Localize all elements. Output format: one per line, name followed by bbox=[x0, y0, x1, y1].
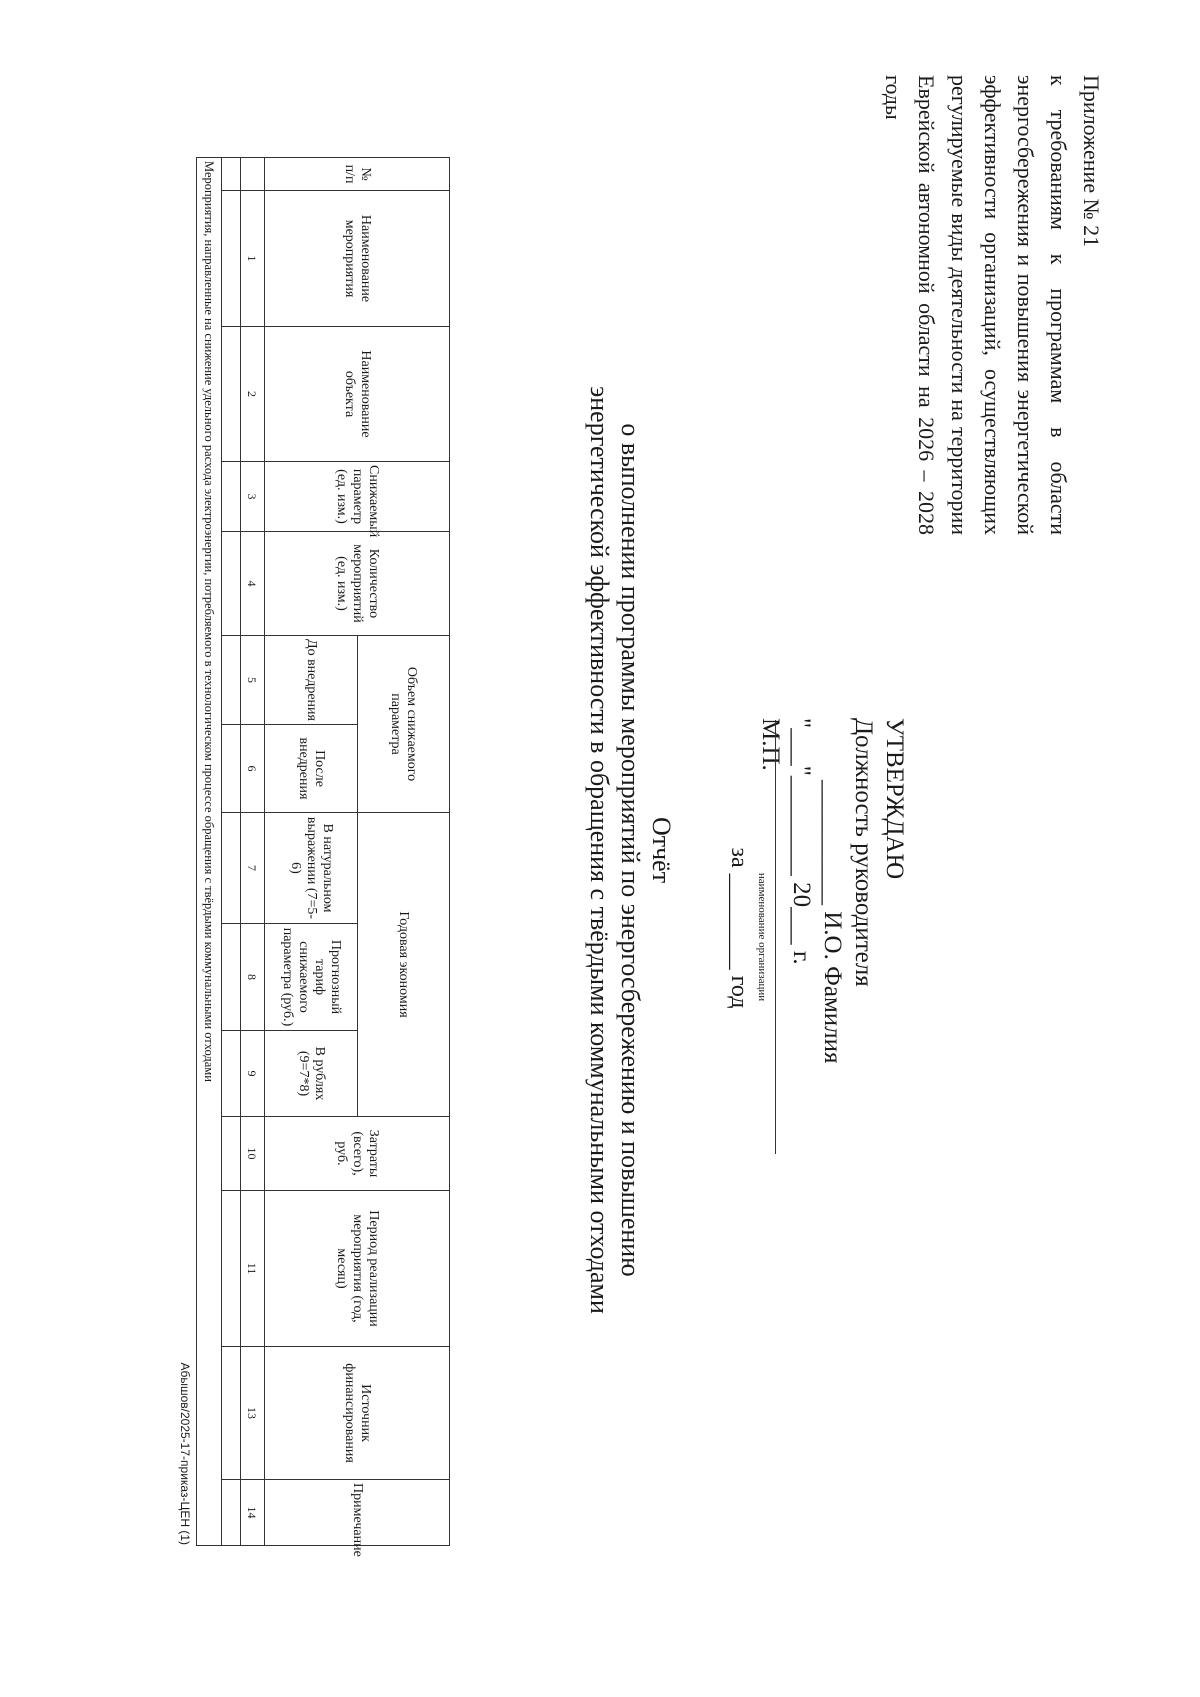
approval-name-line: __________ И.О. Фамилия bbox=[819, 780, 846, 1064]
appendix-text: к требованиям к программам в области энергосбережения и повышения энергетической эффективности организаций, осуществляющих регулируемые виды деятельности на территории Еврейской автономной области на 2026 – 2028 годы bbox=[881, 75, 1071, 535]
table-cell bbox=[222, 191, 241, 327]
appendix-block bbox=[877, 75, 1108, 535]
column-number: 5 bbox=[241, 636, 265, 725]
table-cell bbox=[222, 1347, 241, 1480]
column-number: 3 bbox=[241, 462, 265, 532]
column-number: 8 bbox=[241, 924, 265, 1031]
document-footer: Абышов/2025-17-приказ-ЦЕН (1) bbox=[178, 1362, 192, 1545]
header-period: Период реализации мероприятия (год, месяц) bbox=[265, 1191, 450, 1347]
report-title-word: Отчёт bbox=[647, 816, 676, 884]
header-volume-before: До внедрения bbox=[265, 636, 358, 725]
header-volume: Объем снижаемого параметра bbox=[358, 636, 450, 813]
table-cell bbox=[222, 158, 241, 191]
column-number: 13 bbox=[241, 1347, 265, 1480]
table-cell bbox=[222, 636, 241, 725]
approval-date-line: "___"________ 20___ г. bbox=[788, 718, 815, 965]
header-num: № п/п bbox=[265, 158, 450, 191]
table-cell bbox=[222, 924, 241, 1031]
column-number: 9 bbox=[241, 1031, 265, 1117]
table-cell bbox=[222, 1031, 241, 1117]
header-economy-tariff: Прогнозный тариф снижаемого параметра (руб.) bbox=[265, 924, 358, 1031]
table-header-row bbox=[358, 158, 450, 1546]
table-cell bbox=[222, 1480, 241, 1546]
organization-caption: наименование организации bbox=[756, 872, 768, 1002]
header-object: Наименование объекта bbox=[265, 327, 450, 462]
report-title-line2: энергетической эффективности в обращения с твёрдыми коммунальными отходами bbox=[585, 386, 614, 1314]
header-qty: Количество мероприятий (ед. изм.) bbox=[265, 532, 450, 636]
section-title: Мероприятия, направленные на снижение удельного расхода электроэнергии, потребляемого в технологическом процессе обращения с твёрдыми коммунальными отходами bbox=[197, 158, 222, 1546]
column-number: 7 bbox=[241, 813, 265, 924]
column-number-row bbox=[241, 158, 265, 1546]
appendix-number: Приложение № 21 bbox=[1079, 75, 1104, 248]
column-number: 2 bbox=[241, 327, 265, 462]
table-cell bbox=[222, 813, 241, 924]
table-cell bbox=[222, 1191, 241, 1347]
column-number: 10 bbox=[241, 1117, 265, 1191]
table-row bbox=[222, 158, 241, 1546]
report-year-line: за ________ год bbox=[726, 847, 752, 1009]
section-row bbox=[197, 158, 222, 1546]
column-number: 14 bbox=[241, 1480, 265, 1546]
header-economy-natural: В натуральном выражении (7=5-6) bbox=[265, 813, 358, 924]
approval-position: Должность руководителя bbox=[850, 718, 877, 987]
table-cell bbox=[222, 327, 241, 462]
organization-name-line bbox=[775, 720, 776, 1154]
header-note: Примечание bbox=[265, 1480, 450, 1546]
report-title-line1: о выполнении программы мероприятий по энергосбережению и повышению bbox=[616, 423, 645, 1277]
column-number bbox=[241, 158, 265, 191]
report-title bbox=[584, 150, 677, 1550]
header-param: Снижаемый параметр (ед. изм.) bbox=[265, 462, 450, 532]
header-economy: Годовая экономия bbox=[358, 813, 450, 1117]
table-cell bbox=[222, 462, 241, 532]
column-number: 6 bbox=[241, 725, 265, 813]
column-number: 1 bbox=[241, 191, 265, 327]
column-number: 4 bbox=[241, 532, 265, 636]
header-source: Источник финансирования bbox=[265, 1347, 450, 1480]
header-volume-after: После внедрения bbox=[265, 725, 358, 813]
header-economy-rub: В рублях (9=7*8) bbox=[265, 1031, 358, 1117]
approval-seal: М.П. bbox=[757, 718, 784, 771]
report-table bbox=[196, 157, 450, 1557]
header-event: Наименование мероприятия bbox=[265, 191, 450, 327]
column-number: 11 bbox=[241, 1191, 265, 1347]
table-cell bbox=[222, 725, 241, 813]
approval-heading: УТВЕРЖДАЮ bbox=[881, 718, 908, 880]
table-cell bbox=[222, 1117, 241, 1191]
table-cell bbox=[222, 532, 241, 636]
header-costs: Затраты (всего), руб. bbox=[265, 1117, 450, 1191]
approval-block bbox=[755, 718, 910, 1064]
